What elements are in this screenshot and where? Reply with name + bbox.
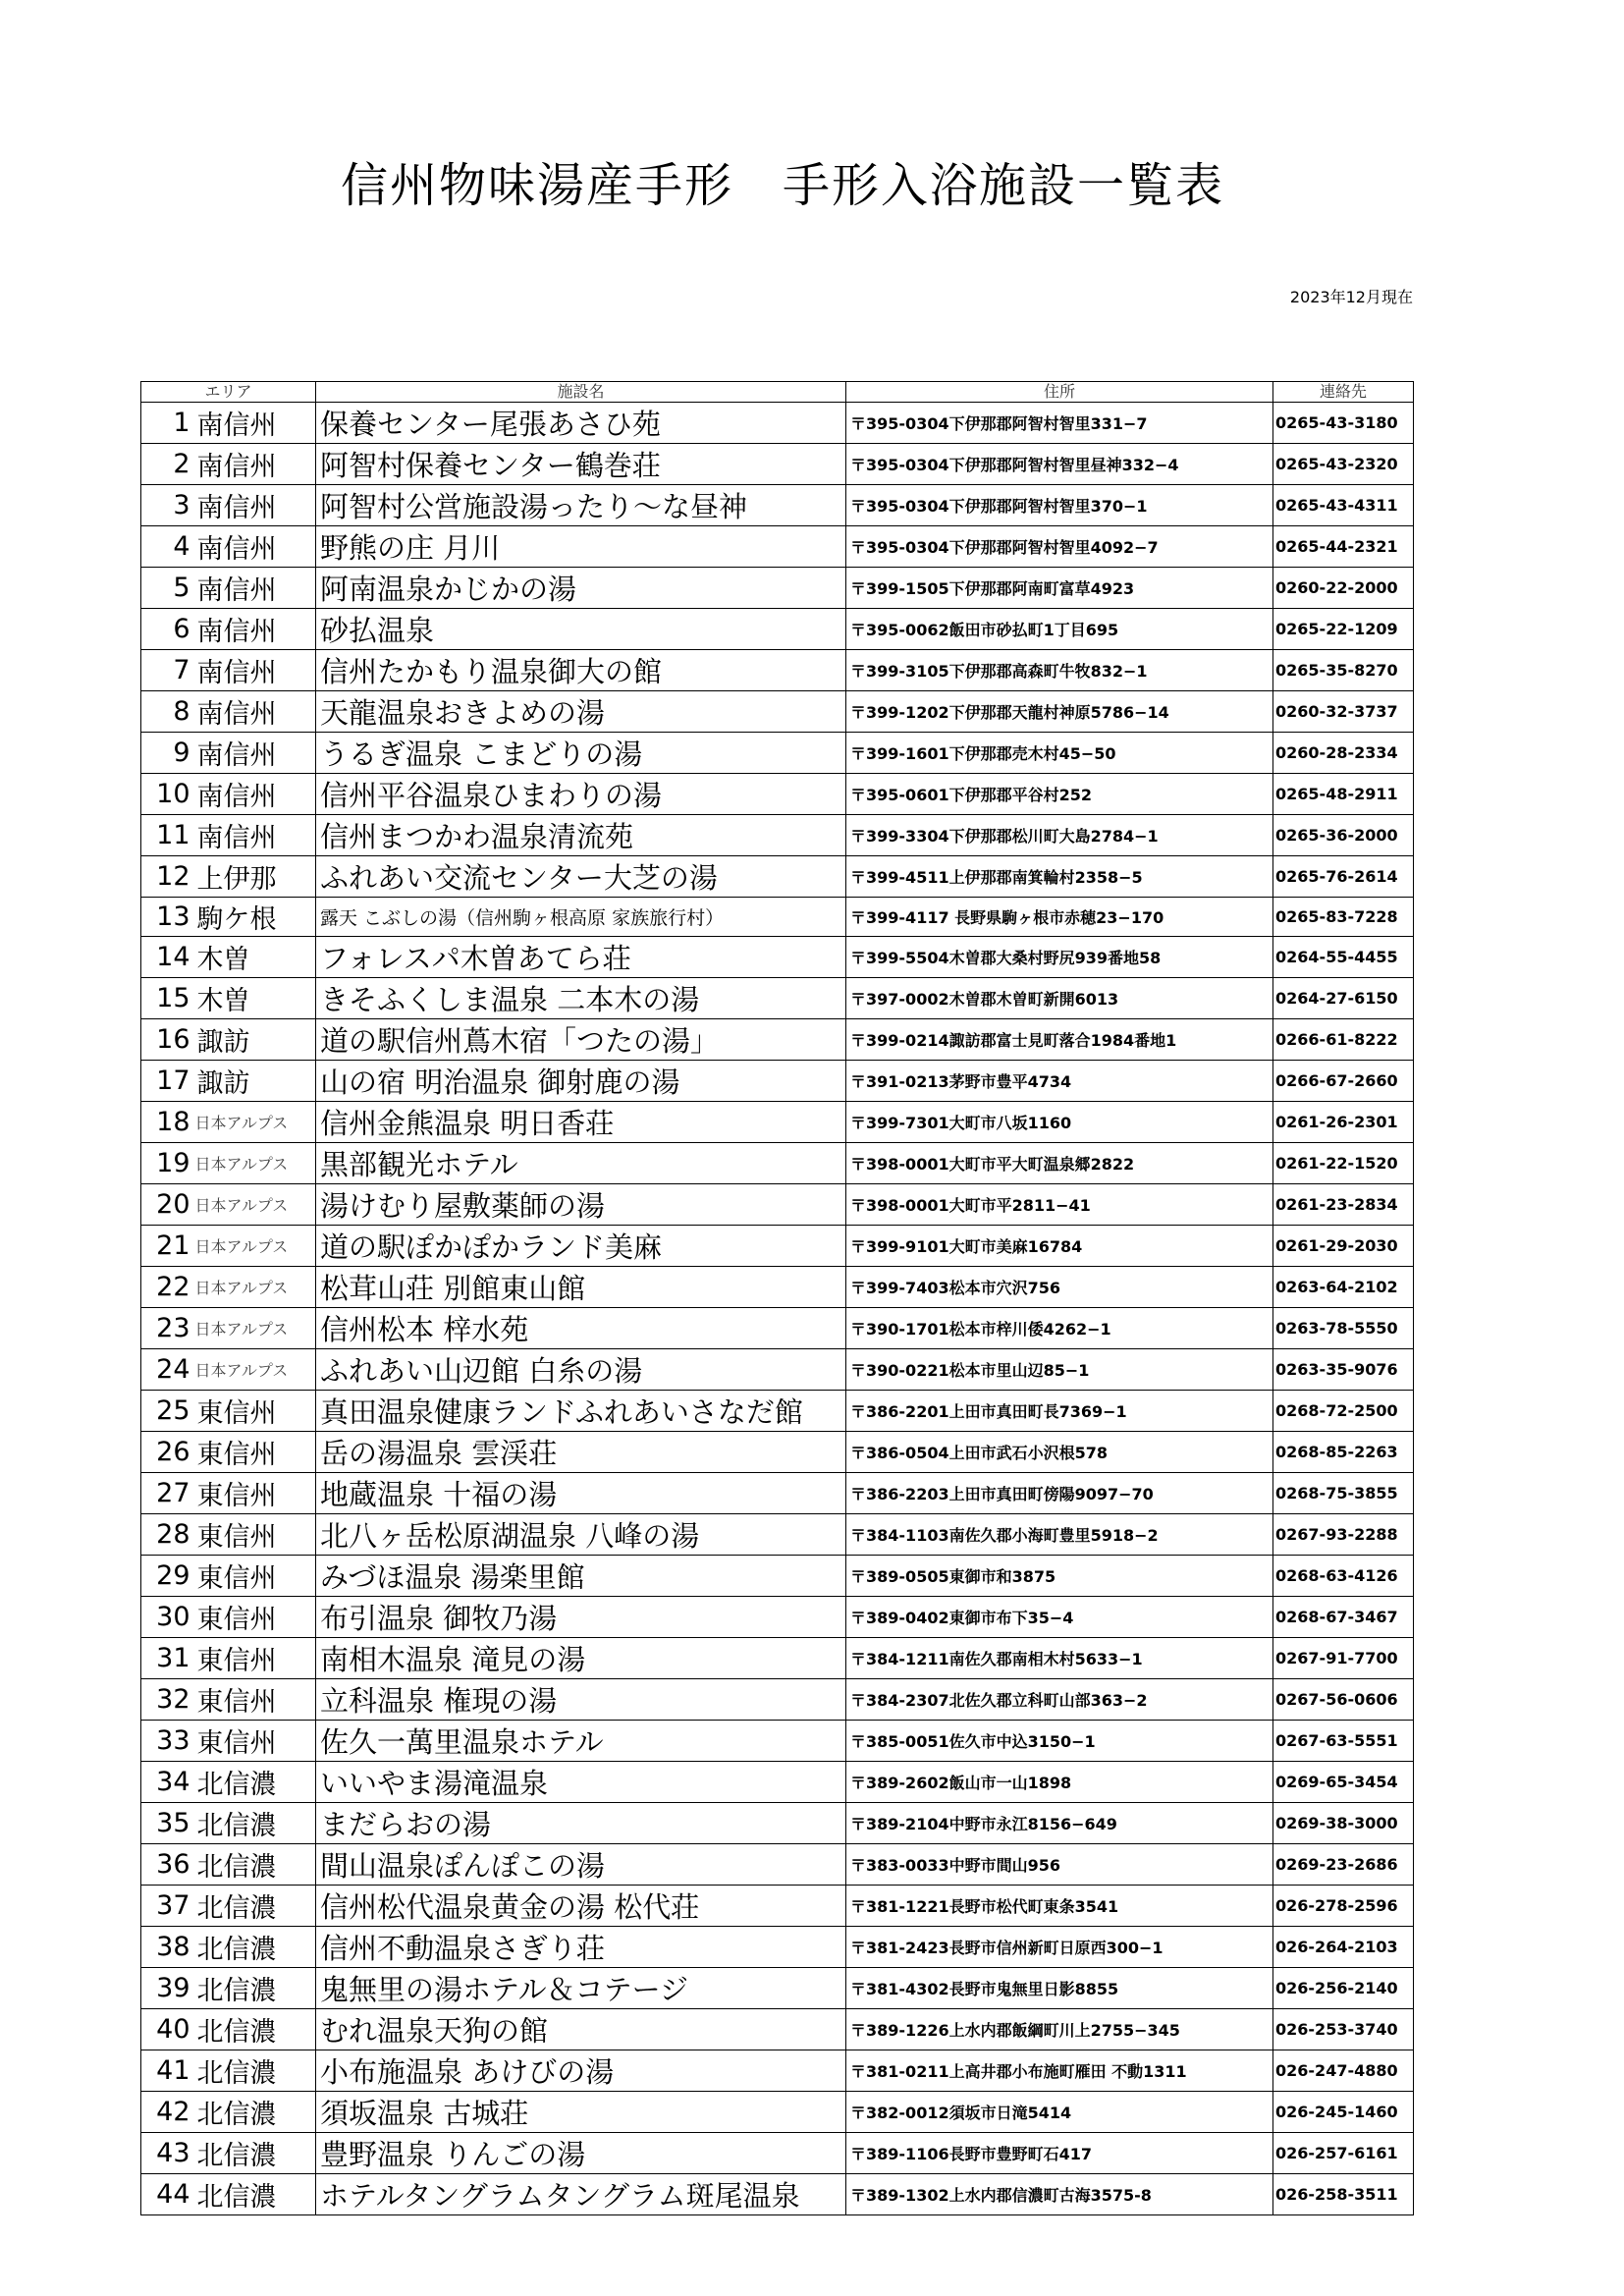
row-facility-name: 信州不動温泉さぎり荘 [316, 1927, 846, 1968]
row-address: 〒399-1601下伊那郡売木村45−50 [846, 733, 1273, 774]
row-number: 15 [141, 978, 193, 1019]
row-number: 30 [141, 1597, 193, 1638]
row-number: 41 [141, 2050, 193, 2092]
row-number: 9 [141, 733, 193, 774]
row-facility-name: 阿智村保養センター鶴巻荘 [316, 444, 846, 485]
row-area: 北信濃 [193, 2133, 316, 2174]
row-phone: 0265-43-3180 [1273, 403, 1414, 444]
row-area: 諏訪 [193, 1061, 316, 1102]
row-number: 8 [141, 691, 193, 733]
row-number: 10 [141, 774, 193, 815]
table-row [141, 937, 1414, 978]
as-of-date: 2023年12月現在 [1289, 288, 1413, 306]
table-body [141, 403, 1414, 2215]
row-number: 19 [141, 1143, 193, 1184]
table-row [141, 1844, 1414, 1886]
row-facility-name: 黒部観光ホテル [316, 1143, 846, 1184]
row-area: 東信州 [193, 1473, 316, 1514]
row-phone: 0263-78-5550 [1273, 1308, 1414, 1349]
row-area: 北信濃 [193, 2092, 316, 2133]
table-row [141, 526, 1414, 568]
row-facility-name: フォレスパ木曽あてら荘 [316, 937, 846, 978]
row-phone: 0269-65-3454 [1273, 1762, 1414, 1803]
row-phone: 026-258-3511 [1273, 2174, 1414, 2215]
row-number: 38 [141, 1927, 193, 1968]
row-address: 〒386-2203上田市真田町傍陽9097−70 [846, 1473, 1273, 1514]
row-facility-name: 信州平谷温泉ひまわりの湯 [316, 774, 846, 815]
row-number: 33 [141, 1721, 193, 1762]
row-facility-name: まだらおの湯 [316, 1803, 846, 1844]
table-row [141, 1473, 1414, 1514]
row-facility-name: いいやま湯滝温泉 [316, 1762, 846, 1803]
row-number: 25 [141, 1391, 193, 1432]
table-row [141, 691, 1414, 733]
row-area: 東信州 [193, 1514, 316, 1556]
row-number: 39 [141, 1968, 193, 2009]
row-facility-name: 松茸山荘 別館東山館 [316, 1267, 846, 1308]
row-address: 〒389-1302上水内郡信濃町古海3575-8 [846, 2174, 1273, 2215]
row-phone: 0267-93-2288 [1273, 1514, 1414, 1556]
row-phone: 0265-83-7228 [1273, 898, 1414, 937]
row-area: 駒ケ根 [193, 898, 316, 937]
row-address: 〒398-0001大町市平2811−41 [846, 1184, 1273, 1226]
table-row [141, 774, 1414, 815]
row-phone: 0266-61-8222 [1273, 1019, 1414, 1061]
row-area: 東信州 [193, 1638, 316, 1679]
row-facility-name: 天龍温泉おきよめの湯 [316, 691, 846, 733]
row-address: 〒383-0033中野市間山956 [846, 1844, 1273, 1886]
row-facility-name: 鬼無里の湯ホテル＆コテージ [316, 1968, 846, 2009]
table-row [141, 650, 1414, 691]
row-area: 日本アルプス [193, 1102, 316, 1143]
row-phone: 0267-63-5551 [1273, 1721, 1414, 1762]
table-row [141, 1597, 1414, 1638]
table-row [141, 1638, 1414, 1679]
table-row [141, 1267, 1414, 1308]
row-address: 〒389-2602飯山市一山1898 [846, 1762, 1273, 1803]
table-row [141, 609, 1414, 650]
table-row [141, 1721, 1414, 1762]
table-row [141, 856, 1414, 898]
row-phone: 0265-22-1209 [1273, 609, 1414, 650]
row-facility-name: 湯けむり屋敷薬師の湯 [316, 1184, 846, 1226]
row-phone: 0264-27-6150 [1273, 978, 1414, 1019]
row-facility-name: 布引温泉 御牧乃湯 [316, 1597, 846, 1638]
row-number: 16 [141, 1019, 193, 1061]
table-row [141, 2092, 1414, 2133]
row-facility-name: 保養センター尾張あさひ苑 [316, 403, 846, 444]
header-contact: 連絡先 [1273, 382, 1414, 403]
row-area: 南信州 [193, 609, 316, 650]
row-address: 〒399-7301大町市八坂1160 [846, 1102, 1273, 1143]
table-row [141, 1102, 1414, 1143]
row-phone: 026-253-3740 [1273, 2009, 1414, 2050]
row-number: 5 [141, 568, 193, 609]
table-row [141, 1679, 1414, 1721]
table-row [141, 1968, 1414, 2009]
row-phone: 026-247-4880 [1273, 2050, 1414, 2092]
row-number: 18 [141, 1102, 193, 1143]
row-phone: 0261-23-2834 [1273, 1184, 1414, 1226]
row-number: 26 [141, 1432, 193, 1473]
row-facility-name: 道の駅信州蔦木宿「つたの湯」 [316, 1019, 846, 1061]
row-phone: 0268-67-3467 [1273, 1597, 1414, 1638]
row-address: 〒386-2201上田市真田町長7369−1 [846, 1391, 1273, 1432]
row-address: 〒397-0002木曽郡木曽町新開6013 [846, 978, 1273, 1019]
row-address: 〒395-0304下伊那郡阿智村智里昼神332−4 [846, 444, 1273, 485]
row-address: 〒398-0001大町市平大町温泉郷2822 [846, 1143, 1273, 1184]
table-row [141, 2133, 1414, 2174]
row-facility-name: ホテルタングラムタングラム斑尾温泉 [316, 2174, 846, 2215]
header-area: エリア [141, 382, 316, 403]
row-facility-name: 阿南温泉かじかの湯 [316, 568, 846, 609]
row-address: 〒395-0062飯田市砂払町1丁目695 [846, 609, 1273, 650]
row-area: 北信濃 [193, 1968, 316, 2009]
table-row [141, 485, 1414, 526]
row-number: 1 [141, 403, 193, 444]
row-facility-name: 真田温泉健康ランドふれあいさなだ館 [316, 1391, 846, 1432]
row-address: 〒395-0304下伊那郡阿智村智里4092−7 [846, 526, 1273, 568]
table-row [141, 403, 1414, 444]
row-address: 〒382-0012須坂市日滝5414 [846, 2092, 1273, 2133]
table-row [141, 1432, 1414, 1473]
table-row [141, 1226, 1414, 1267]
row-address: 〒399-1505下伊那郡阿南町富草4923 [846, 568, 1273, 609]
row-address: 〒399-0214諏訪郡富士見町落合1984番地1 [846, 1019, 1273, 1061]
row-number: 23 [141, 1308, 193, 1349]
row-area: 日本アルプス [193, 1349, 316, 1391]
row-facility-name: むれ温泉天狗の館 [316, 2009, 846, 2050]
row-phone: 0267-56-0606 [1273, 1679, 1414, 1721]
row-phone: 0268-72-2500 [1273, 1391, 1414, 1432]
row-facility-name: 北八ヶ岳松原湖温泉 八峰の湯 [316, 1514, 846, 1556]
row-address: 〒390-0221松本市里山辺85−1 [846, 1349, 1273, 1391]
table-row [141, 1391, 1414, 1432]
row-number: 31 [141, 1638, 193, 1679]
row-address: 〒399-5504木曽郡大桑村野尻939番地58 [846, 937, 1273, 978]
page-title: 信州物味湯産手形 手形入浴施設一覧表 [340, 158, 1224, 213]
row-area: 北信濃 [193, 2009, 316, 2050]
row-facility-name: 間山温泉ぽんぽこの湯 [316, 1844, 846, 1886]
row-phone: 0264-55-4455 [1273, 937, 1414, 978]
row-facility-name: 須坂温泉 古城荘 [316, 2092, 846, 2133]
row-phone: 026-264-2103 [1273, 1927, 1414, 1968]
row-area: 北信濃 [193, 2050, 316, 2092]
row-area: 北信濃 [193, 1886, 316, 1927]
row-address: 〒381-4302長野市鬼無里日影8855 [846, 1968, 1273, 2009]
row-number: 40 [141, 2009, 193, 2050]
row-address: 〒384-1211南佐久郡南相木村5633−1 [846, 1638, 1273, 1679]
row-number: 6 [141, 609, 193, 650]
row-phone: 0260-32-3737 [1273, 691, 1414, 733]
table-row [141, 898, 1414, 937]
row-phone: 0260-28-2334 [1273, 733, 1414, 774]
row-area: 南信州 [193, 733, 316, 774]
row-area: 南信州 [193, 691, 316, 733]
row-facility-name: 地蔵温泉 十福の湯 [316, 1473, 846, 1514]
row-area: 南信州 [193, 650, 316, 691]
row-phone: 0268-63-4126 [1273, 1556, 1414, 1597]
row-area: 木曽 [193, 978, 316, 1019]
row-phone: 0261-22-1520 [1273, 1143, 1414, 1184]
row-number: 12 [141, 856, 193, 898]
table-row [141, 1927, 1414, 1968]
row-facility-name: 小布施温泉 あけびの湯 [316, 2050, 846, 2092]
row-address: 〒386-0504上田市武石小沢根578 [846, 1432, 1273, 1473]
row-facility-name: みづほ温泉 湯楽里館 [316, 1556, 846, 1597]
row-address: 〒399-9101大町市美麻16784 [846, 1226, 1273, 1267]
row-number: 21 [141, 1226, 193, 1267]
row-area: 日本アルプス [193, 1226, 316, 1267]
row-area: 南信州 [193, 568, 316, 609]
row-facility-name: 露天 こぶしの湯（信州駒ヶ根高原 家族旅行村） [316, 898, 846, 937]
row-phone: 0261-29-2030 [1273, 1226, 1414, 1267]
row-number: 2 [141, 444, 193, 485]
row-phone: 0263-64-2102 [1273, 1267, 1414, 1308]
row-facility-name: 山の宿 明治温泉 御射鹿の湯 [316, 1061, 846, 1102]
row-phone: 0268-85-2263 [1273, 1432, 1414, 1473]
row-facility-name: 豊野温泉 りんごの湯 [316, 2133, 846, 2174]
header-name: 施設名 [316, 382, 846, 403]
row-number: 32 [141, 1679, 193, 1721]
table-row [141, 1184, 1414, 1226]
table-row [141, 1762, 1414, 1803]
row-number: 17 [141, 1061, 193, 1102]
row-area: 日本アルプス [193, 1267, 316, 1308]
row-phone: 0265-44-2321 [1273, 526, 1414, 568]
row-address: 〒399-4117 長野県駒ヶ根市赤穂23−170 [846, 898, 1273, 937]
table-row [141, 978, 1414, 1019]
table-row [141, 1556, 1414, 1597]
row-facility-name: 立科温泉 権現の湯 [316, 1679, 846, 1721]
row-area: 南信州 [193, 403, 316, 444]
table-row [141, 568, 1414, 609]
row-number: 14 [141, 937, 193, 978]
row-address: 〒399-7403松本市穴沢756 [846, 1267, 1273, 1308]
row-facility-name: 信州まつかわ温泉清流苑 [316, 815, 846, 856]
table-row [141, 1143, 1414, 1184]
row-number: 35 [141, 1803, 193, 1844]
row-number: 20 [141, 1184, 193, 1226]
row-facility-name: 信州たかもり温泉御大の館 [316, 650, 846, 691]
row-phone: 0265-43-2320 [1273, 444, 1414, 485]
row-phone: 0265-36-2000 [1273, 815, 1414, 856]
row-phone: 0265-76-2614 [1273, 856, 1414, 898]
row-number: 11 [141, 815, 193, 856]
table-row [141, 815, 1414, 856]
row-address: 〒389-0505東御市和3875 [846, 1556, 1273, 1597]
row-phone: 026-245-1460 [1273, 2092, 1414, 2133]
row-facility-name: ふれあい山辺館 白糸の湯 [316, 1349, 846, 1391]
row-address: 〒389-1106長野市豊野町石417 [846, 2133, 1273, 2174]
row-facility-name: 砂払温泉 [316, 609, 846, 650]
row-facility-name: ふれあい交流センター大芝の湯 [316, 856, 846, 898]
row-number: 36 [141, 1844, 193, 1886]
row-address: 〒399-4511上伊那郡南箕輪村2358−5 [846, 856, 1273, 898]
row-number: 13 [141, 898, 193, 937]
row-phone: 026-257-6161 [1273, 2133, 1414, 2174]
row-area: 北信濃 [193, 1762, 316, 1803]
row-number: 4 [141, 526, 193, 568]
row-area: 東信州 [193, 1597, 316, 1638]
row-phone: 0269-23-2686 [1273, 1844, 1414, 1886]
row-address: 〒399-3105下伊那郡高森町牛牧832−1 [846, 650, 1273, 691]
row-area: 北信濃 [193, 2174, 316, 2215]
table-row [141, 2174, 1414, 2215]
row-area: 東信州 [193, 1391, 316, 1432]
row-facility-name: うるぎ温泉 こまどりの湯 [316, 733, 846, 774]
row-address: 〒381-0211上高井郡小布施町雁田 不動1311 [846, 2050, 1273, 2092]
row-number: 42 [141, 2092, 193, 2133]
table-row [141, 1803, 1414, 1844]
row-area: 日本アルプス [193, 1143, 316, 1184]
table-row [141, 1514, 1414, 1556]
row-address: 〒389-1226上水内郡飯綱町川上2755−345 [846, 2009, 1273, 2050]
facility-table [140, 381, 1414, 2215]
row-address: 〒399-1202下伊那郡天龍村神原5786−14 [846, 691, 1273, 733]
table-row [141, 1061, 1414, 1102]
row-number: 44 [141, 2174, 193, 2215]
table-row [141, 444, 1414, 485]
row-address: 〒395-0304下伊那郡阿智村智里370−1 [846, 485, 1273, 526]
table-header-row [141, 382, 1414, 403]
table-row [141, 1308, 1414, 1349]
row-phone: 0265-35-8270 [1273, 650, 1414, 691]
row-area: 南信州 [193, 444, 316, 485]
table-row [141, 1349, 1414, 1391]
row-area: 諏訪 [193, 1019, 316, 1061]
row-facility-name: 南相木温泉 滝見の湯 [316, 1638, 846, 1679]
row-phone: 0261-26-2301 [1273, 1102, 1414, 1143]
row-area: 北信濃 [193, 1803, 316, 1844]
row-address: 〒390-1701松本市梓川倭4262−1 [846, 1308, 1273, 1349]
row-address: 〒399-3304下伊那郡松川町大島2784−1 [846, 815, 1273, 856]
row-phone: 0268-75-3855 [1273, 1473, 1414, 1514]
row-address: 〒389-0402東御市布下35−4 [846, 1597, 1273, 1638]
row-phone: 0266-67-2660 [1273, 1061, 1414, 1102]
row-address: 〒385-0051佐久市中込3150−1 [846, 1721, 1273, 1762]
row-phone: 0260-22-2000 [1273, 568, 1414, 609]
row-address: 〒389-2104中野市永江8156−649 [846, 1803, 1273, 1844]
row-area: 東信州 [193, 1556, 316, 1597]
row-phone: 0267-91-7700 [1273, 1638, 1414, 1679]
row-address: 〒384-1103南佐久郡小海町豊里5918−2 [846, 1514, 1273, 1556]
row-area: 南信州 [193, 526, 316, 568]
table-row [141, 1019, 1414, 1061]
row-area: 北信濃 [193, 1844, 316, 1886]
row-phone: 0265-48-2911 [1273, 774, 1414, 815]
row-area: 東信州 [193, 1432, 316, 1473]
row-area: 上伊那 [193, 856, 316, 898]
row-area: 南信州 [193, 815, 316, 856]
row-area: 木曽 [193, 937, 316, 978]
row-address: 〒384-2307北佐久郡立科町山部363−2 [846, 1679, 1273, 1721]
row-area: 日本アルプス [193, 1308, 316, 1349]
row-number: 3 [141, 485, 193, 526]
row-area: 南信州 [193, 774, 316, 815]
row-area: 日本アルプス [193, 1184, 316, 1226]
row-number: 27 [141, 1473, 193, 1514]
row-facility-name: 野熊の庄 月川 [316, 526, 846, 568]
table-row [141, 2009, 1414, 2050]
row-facility-name: 阿智村公営施設湯ったり〜な昼神 [316, 485, 846, 526]
row-phone: 026-256-2140 [1273, 1968, 1414, 2009]
row-area: 東信州 [193, 1721, 316, 1762]
row-area: 南信州 [193, 485, 316, 526]
row-number: 37 [141, 1886, 193, 1927]
row-number: 29 [141, 1556, 193, 1597]
row-area: 北信濃 [193, 1927, 316, 1968]
row-area: 東信州 [193, 1679, 316, 1721]
row-facility-name: 道の駅ぽかぽかランド美麻 [316, 1226, 846, 1267]
row-address: 〒381-2423長野市信州新町日原西300−1 [846, 1927, 1273, 1968]
row-phone: 026-278-2596 [1273, 1886, 1414, 1927]
row-number: 28 [141, 1514, 193, 1556]
row-facility-name: 信州松代温泉黄金の湯 松代荘 [316, 1886, 846, 1927]
row-address: 〒391-0213茅野市豊平4734 [846, 1061, 1273, 1102]
row-address: 〒395-0601下伊那郡平谷村252 [846, 774, 1273, 815]
table-row [141, 733, 1414, 774]
row-facility-name: きそふくしま温泉 二本木の湯 [316, 978, 846, 1019]
row-phone: 0269-38-3000 [1273, 1803, 1414, 1844]
row-facility-name: 信州金熊温泉 明日香荘 [316, 1102, 846, 1143]
row-number: 24 [141, 1349, 193, 1391]
table-row [141, 2050, 1414, 2092]
row-phone: 0263-35-9076 [1273, 1349, 1414, 1391]
row-number: 43 [141, 2133, 193, 2174]
row-facility-name: 佐久一萬里温泉ホテル [316, 1721, 846, 1762]
row-address: 〒381-1221長野市松代町東条3541 [846, 1886, 1273, 1927]
row-number: 22 [141, 1267, 193, 1308]
header-address: 住所 [846, 382, 1273, 403]
row-phone: 0265-43-4311 [1273, 485, 1414, 526]
row-number: 7 [141, 650, 193, 691]
row-address: 〒395-0304下伊那郡阿智村智里331−7 [846, 403, 1273, 444]
row-number: 34 [141, 1762, 193, 1803]
row-facility-name: 信州松本 梓水苑 [316, 1308, 846, 1349]
row-facility-name: 岳の湯温泉 雲渓荘 [316, 1432, 846, 1473]
table-row [141, 1886, 1414, 1927]
